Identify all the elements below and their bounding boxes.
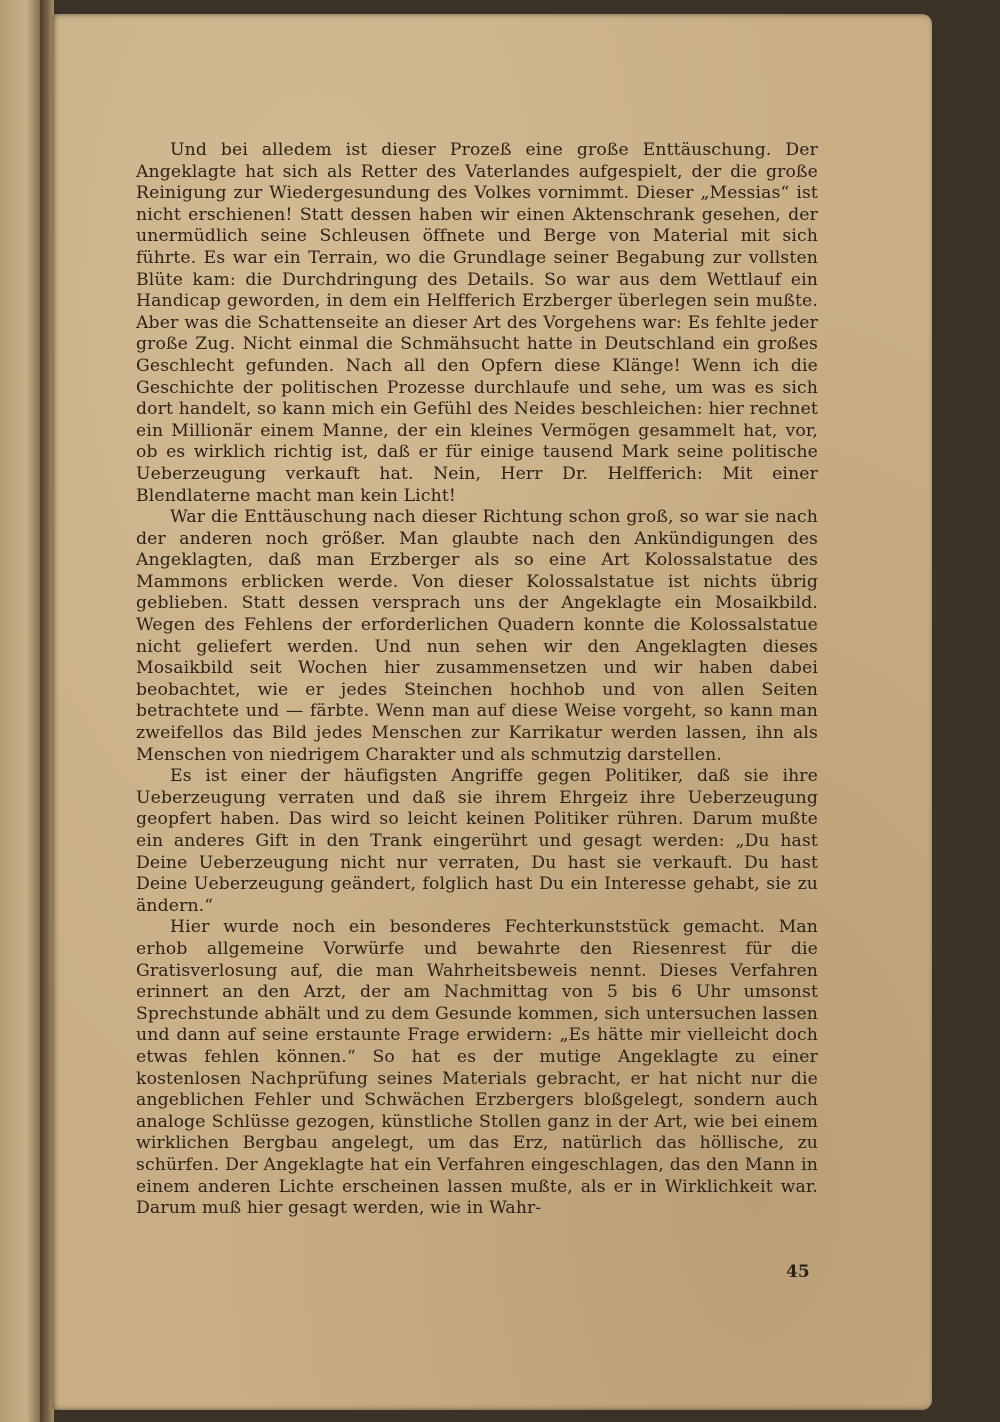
left-page-edge (0, 0, 44, 1422)
paragraph-4: Hier wurde noch ein besonderes Fechterkunststück gemacht. Man erhob allgemeine Vorwürfe und bewahrte den Riesenrest für die Gratisverlosung auf, die man Wahrheitsbeweis nennt. Dieses Verfahren erinnert an den Arzt, der am Nachmittag von 5 bis 6 Uhr umsonst Sprechstunde abhält und zu dem Gesunde kommen, sich untersuchen lassen und dann auf seine erstaunte Frage erwidern: „Es hätte mir vielleicht doch etwas fehlen können.“ So hat es der mutige Angeklagte zu einer kostenlosen Nachprüfung seines Materials gebracht, er hat nicht nur die angeblichen Fehler und Schwächen Erzbergers bloßgelegt, sondern auch analoge Schlüsse gezogen, künstliche Stollen ganz in der Art, wie bei einem wirklichen Bergbau angelegt, um das Erz, natürlich das höllische, zu schürfen. Der Angeklagte hat ein Verfahren eingeschlagen, das den Mann in einem anderen Lichte erscheinen lassen mußte, als er in Wirklichkeit war. Darum muß hier gesagt werden, wie in Wahr- (136, 917, 818, 1219)
paragraph-3: Es ist einer der häufigsten Angriffe gegen Politiker, daß sie ihre Ueberzeugung verraten und daß sie ihrem Ehrgeiz ihre Ueberzeugung geopfert haben. Das wird so leicht keinen Politiker rühren. Darum mußte ein anderes Gift in den Trank eingerührt und gesagt werden: „Du hast Deine Ueberzeugung nicht nur verraten, Du hast sie verkauft. Du hast Deine Ueberzeugung geändert, folglich hast Du ein Interesse gehabt, sie zu ändern.“ (136, 766, 818, 916)
page-number: 45 (786, 1262, 810, 1282)
body-text (136, 140, 818, 1220)
paragraph-1: Und bei alledem ist dieser Prozeß eine große Enttäuschung. Der Angeklagte hat sich als Retter des Vaterlandes aufgespielt, der die große Reinigung zur Wiedergesundung des Volkes vornimmt. Dieser „Messias“ ist nicht erschienen! Statt dessen haben wir einen Aktenschrank gesehen, der unermüdlich seine Schleusen öffnete und Berge von Material mit sich führte. Es war ein Terrain, wo die Grundlage seiner Begabung zur vollsten Blüte kam: die Durchdringung des Details. So war aus dem Wettlauf ein Handicap geworden, in dem ein Helfferich Erzberger überlegen sein mußte. Aber was die Schattenseite an dieser Art des Vorgehens war: Es fehlte jeder große Zug. Nicht einmal die Schmähsucht hatte in Deutschland ein großes Geschlecht gefunden. Nach all den Opfern diese Klänge! Wenn ich die Geschichte der politischen Prozesse durchlaufe und sehe, um was es sich dort handelt, so kann mich ein Gefühl des Neides beschleichen: hier rechnet ein Millionär einem Manne, der ein kleines Vermögen gesammelt hat, vor, ob es wirklich richtig ist, daß er für einige tausend Mark seine politische Ueberzeugung verkauft hat. Nein, Herr Dr. Helfferich: Mit einer Blendlaterne macht man kein Licht! (136, 140, 818, 506)
paragraph-2: War die Enttäuschung nach dieser Richtung schon groß, so war sie nach der anderen noch größer. Man glaubte nach den Ankündigungen des Angeklagten, daß man Erzberger als so eine Art Kolossalstatue des Mammons erblicken werde. Von dieser Kolossalstatue ist nichts übrig geblieben. Statt dessen versprach uns der Angeklagte ein Mosaikbild. Wegen des Fehlens der erforderlichen Quadern konnte die Kolossalstatue nicht geliefert werden. Und nun sehen wir den Angeklagten dieses Mosaikbild seit Wochen hier zusammensetzen und wir haben dabei beobachtet, wie er jedes Steinchen hochhob und von allen Seiten betrachtete und — färbte. Wenn man auf diese Weise vorgeht, so kann man zweifellos das Bild jedes Menschen zur Karrikatur werden lassen, ihn als Menschen von niedrigem Charakter und als schmutzig darstellen. (136, 507, 818, 765)
